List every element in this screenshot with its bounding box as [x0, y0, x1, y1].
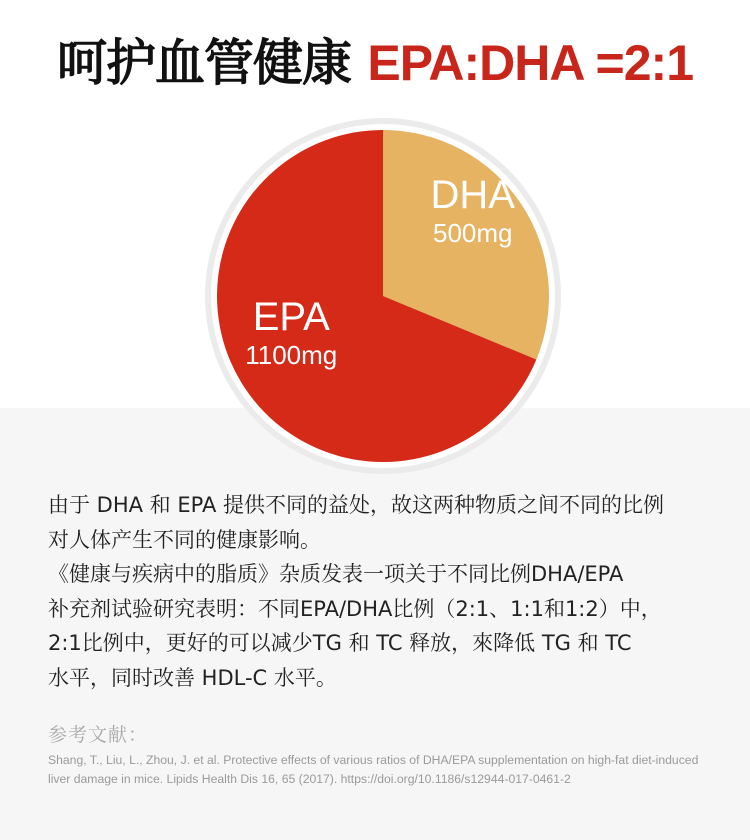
title-ratio: EPA:DHA =2:1	[367, 35, 693, 91]
body-line: 《健康与疾病中的脂质》杂质发表一项关于不同比例DHA/EPA	[48, 562, 624, 586]
references-label: 参考文献：	[48, 724, 149, 746]
reference-line: Shang, T., Liu, L., Zhou, J. et al. Protective effects of various ratios of DHA/EPA supplementation on high-fat diet-induced	[48, 753, 699, 767]
pie-value-epa: 1100mg	[245, 339, 338, 370]
pie-label-epa: EPA	[252, 294, 330, 339]
body-paragraph	[48, 488, 718, 695]
body-line: 水平，同时改善 HDL-C 水平。	[48, 665, 337, 690]
body-line: 由于 DHA 和 EPA 提供不同的益处，故这两种物质之间不同的比例	[48, 493, 664, 517]
reference-line: liver damage in mice. Lipids Health Dis 16, 65 (2017). https://doi.org/10.1186/s12944-017-0461-2	[48, 772, 571, 786]
pie-value-dha: 500mg	[433, 218, 513, 249]
body-line: 2:1比例中，更好的可以减少TG 和 TC 释放，來降低 TG 和 TC	[48, 631, 632, 655]
title-main: 呵护血管健康	[57, 34, 351, 92]
pie-label-dha: DHA	[430, 173, 515, 218]
references-text	[48, 751, 738, 789]
body-line: 补充剂试验研究表明：不同EPA/DHA比例（2:1、1:1和1:2）中，	[48, 596, 662, 621]
body-line: 对人体产生不同的健康影响。	[48, 527, 321, 552]
